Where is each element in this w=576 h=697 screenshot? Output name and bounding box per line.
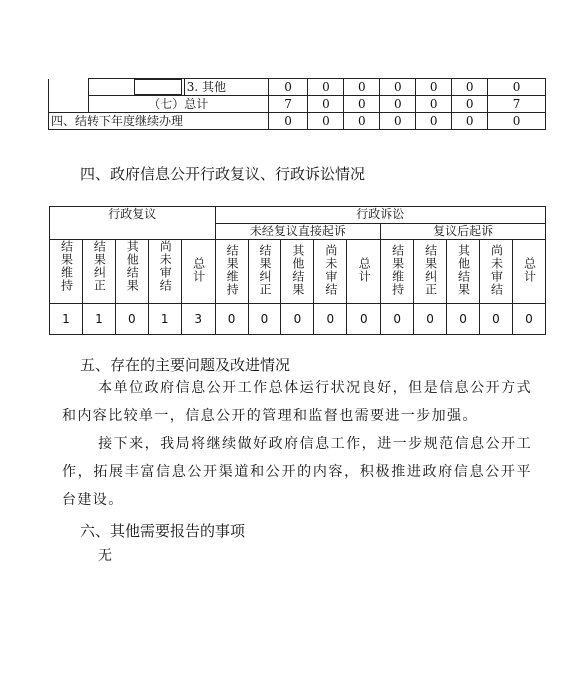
col-header: 结果维持 bbox=[215, 240, 248, 304]
table-cell: 0 bbox=[248, 304, 281, 335]
col-header: 总计 bbox=[512, 240, 545, 304]
table-cell: 0 bbox=[308, 113, 344, 130]
col-header: 尚未审结 bbox=[314, 240, 347, 304]
section-5-paragraph-1: 本单位政府信息公开工作总体运行状况良好，但是信息公开方式和内容比较单一，信息公开的管理和监督也需要进一步加强。 bbox=[62, 380, 532, 424]
col-header: 结果维持 bbox=[50, 240, 83, 304]
header-direct-litigation: 未经复议直接起诉 bbox=[215, 223, 381, 240]
table-row bbox=[49, 96, 546, 113]
table-header-row bbox=[50, 240, 546, 304]
col-header: 结果纠正 bbox=[414, 240, 447, 304]
table-cell: 0 bbox=[488, 113, 546, 130]
table-cell: 3 bbox=[181, 304, 215, 335]
table-cell: 0 bbox=[308, 96, 344, 113]
col-header: 其他结果 bbox=[281, 240, 314, 304]
table-cell: 0 bbox=[416, 96, 452, 113]
table-cell: 0 bbox=[344, 113, 380, 130]
section-6-title: 六、其他需要报告的事项 bbox=[80, 522, 246, 540]
table-cell: 0 bbox=[268, 79, 308, 96]
table-cell: 0 bbox=[452, 113, 488, 130]
col-header: 结果维持 bbox=[381, 240, 414, 304]
table-cell: 0 bbox=[479, 304, 512, 335]
table-cell: 7 bbox=[268, 96, 308, 113]
table-header-row bbox=[50, 207, 546, 224]
col-header: 总计 bbox=[347, 240, 381, 304]
table-cell: 0 bbox=[281, 304, 314, 335]
table-cell: 0 bbox=[344, 79, 380, 96]
col-header: 其他结果 bbox=[115, 240, 148, 304]
table-cell: 0 bbox=[414, 304, 447, 335]
table-cell-blank bbox=[49, 96, 89, 113]
table-cell: 0 bbox=[314, 304, 347, 335]
col-header: 尚未审结 bbox=[479, 240, 512, 304]
table-cell: 0 bbox=[447, 304, 480, 335]
col-header: 尚未审结 bbox=[148, 240, 181, 304]
table-row bbox=[49, 113, 546, 130]
table-cell: 0 bbox=[380, 96, 416, 113]
table-cell: 0 bbox=[380, 113, 416, 130]
table-cell-blank bbox=[49, 79, 89, 96]
table-cell: 0 bbox=[215, 304, 248, 335]
header-admin-review: 行政复议 bbox=[50, 207, 216, 240]
header-admin-litigation: 行政诉讼 bbox=[215, 207, 545, 224]
table-cell: 0 bbox=[115, 304, 148, 335]
table-row bbox=[49, 79, 546, 96]
table-cell-inner-box bbox=[88, 79, 184, 96]
col-header: 其他结果 bbox=[447, 240, 480, 304]
row-label: 四、结转下年度继续办理 bbox=[49, 113, 269, 130]
table-cell: 0 bbox=[308, 79, 344, 96]
section-4-title: 四、政府信息公开行政复议、行政诉讼情况 bbox=[80, 165, 366, 183]
table-cell: 0 bbox=[512, 304, 545, 335]
table-cell: 0 bbox=[381, 304, 414, 335]
table-cell: 0 bbox=[380, 79, 416, 96]
table-cell: 0 bbox=[452, 79, 488, 96]
statistics-table-continuation bbox=[48, 78, 546, 130]
table-cell: 0 bbox=[488, 79, 546, 96]
section-5-title: 五、存在的主要问题及改进情况 bbox=[80, 356, 291, 374]
table-cell: 0 bbox=[416, 113, 452, 130]
row-label: （七）总计 bbox=[88, 96, 268, 113]
table-cell: 0 bbox=[452, 96, 488, 113]
col-header: 总计 bbox=[181, 240, 215, 304]
col-header: 结果纠正 bbox=[248, 240, 281, 304]
row-label: 3. 其他 bbox=[184, 79, 268, 96]
table-cell: 1 bbox=[82, 304, 115, 335]
table-cell: 1 bbox=[50, 304, 83, 335]
table-cell: 0 bbox=[344, 96, 380, 113]
section-6-body: 无 bbox=[98, 548, 114, 564]
review-litigation-table bbox=[49, 206, 546, 335]
section-5-paragraph-2: 接下来，我局将继续做好政府信息工作，进一步规范信息公开工作，拓展丰富信息公开渠道和公开的内容，积极推进政府信息公开平台建设。 bbox=[62, 436, 532, 508]
table-cell: 0 bbox=[347, 304, 381, 335]
table-cell: 0 bbox=[268, 113, 308, 130]
col-header: 结果纠正 bbox=[82, 240, 115, 304]
table-cell: 7 bbox=[488, 96, 546, 113]
table-row bbox=[50, 304, 546, 335]
header-litigation-after-review: 复议后起诉 bbox=[381, 223, 546, 240]
table-cell: 0 bbox=[416, 79, 452, 96]
table-cell: 1 bbox=[148, 304, 181, 335]
